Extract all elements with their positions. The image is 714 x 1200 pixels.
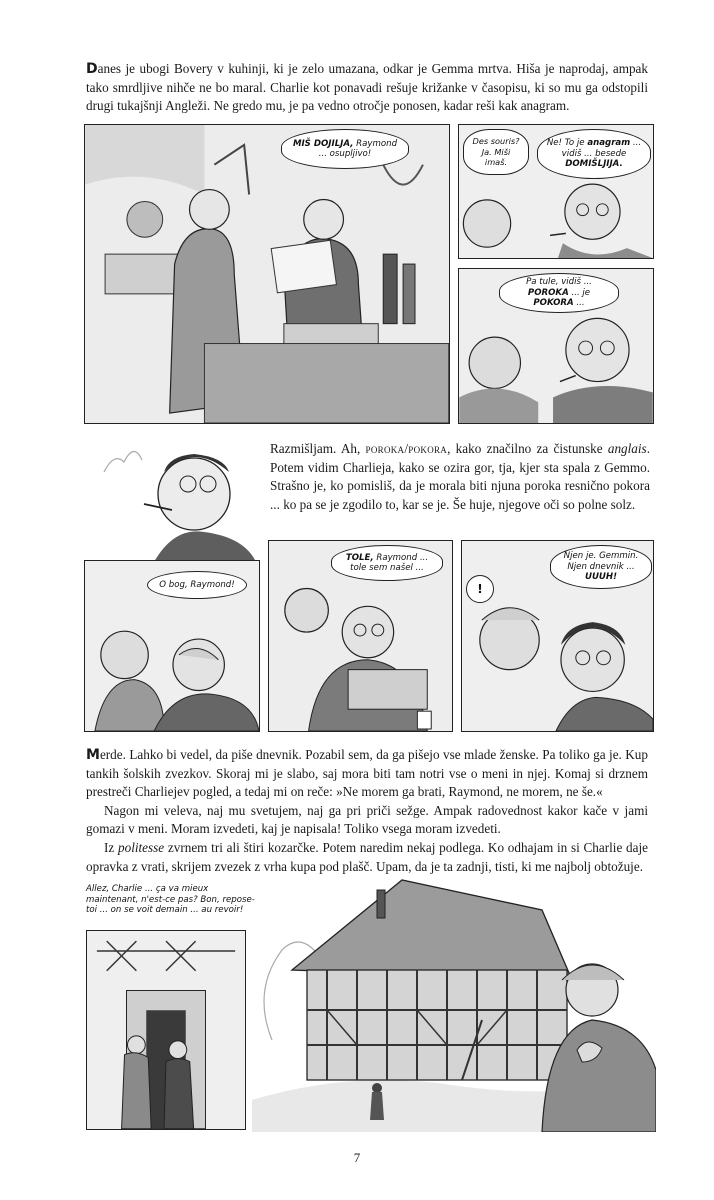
drop-cap: M	[86, 747, 100, 763]
speech-bubble-dnevnik: Njen je. Gemmin. Njen dnevnik ... UUUH!	[550, 545, 652, 589]
exclamation-mark: !	[477, 581, 483, 596]
drop-cap: D	[86, 61, 98, 77]
exclamation-bubble	[466, 575, 494, 603]
middle-paragraph: Razmišljam. Ah, poroka/pokora, kako značilno za čistunske anglais. Potem vidim Charlieja, kako se ozira gor, tja, kjer sta spala z Gemmo. Strašno je, ko pomisliš, da je morala biti njuna poroka resnično pokora ... ko pa se je zgodilo to, kar se je. Še huje, njegove oči so polne solz.	[270, 441, 650, 512]
bubble-bold-text: MIŠ DOJILJA,	[292, 138, 354, 149]
paragraph-3: Iz politesse zvrnem tri ali štiri kozarčke. Potem naredim nekaj podlega. Ko odhajam in si Charlie daje opravka z vrati, skrijem zvezek z vrha kupa pod plašč. Upam, da je ta zadnji, tisti, ki me najbolj obtožuje.	[86, 839, 649, 874]
farewell-caption: Allez, Charlie ... ça va mieux maintenant, n'est-ce pas? Bon, repose-toi ... on se voit demain ... au revoir!	[86, 884, 255, 916]
lower-paragraphs	[86, 746, 648, 876]
bubble-text: Raymond ... osupljivo!	[318, 138, 398, 159]
paragraph-2: Nagon mi veleva, naj mu svetujem, naj ga pri priči sežge. Ampak radovednost kakor kače v jami gomazi v meni. Moram izvedeti, kaj je napisala! Toliko vsega moram izvedeti.	[86, 802, 648, 837]
charlie-smoking-illustration	[84, 432, 256, 562]
page-number: 7	[353, 1150, 361, 1165]
kitchen-illustration	[85, 125, 449, 423]
speech-bubble-obog	[147, 571, 247, 599]
speech-bubble-poroka: Pa tule, vidiš ... POROKA ... je POKORA ...	[499, 273, 619, 313]
speech-bubble-anagram: Ne! To je anagram ... vidiš ... besede DOMIŠLJIJA.	[537, 129, 651, 179]
panel-obog	[84, 560, 260, 732]
panel-anagram	[458, 124, 654, 259]
panel-charlie-smoking	[84, 432, 256, 562]
anagram-smallcaps: poroka/pokora	[365, 441, 448, 456]
panel-farmhouse	[252, 870, 656, 1132]
intro-text: anes je ubogi Bovery v kuhinji, ki je zelo umazana, odkar je Gemma mrtva. Hiša je naprodaj, ampak tako smrdljive nihče ne bo maral. Charlie kot ponavadi rešuje križanke v časopisu, ki so mu ga odstopili drugi tukajšnji Angleži. Ne gredo mu, je pa vedno otročje ponosen, kadar reši kak anagram.	[86, 61, 648, 114]
speech-bubble-kitchen	[281, 129, 409, 169]
intro-paragraph	[86, 60, 648, 116]
panel-dnevnik	[461, 540, 654, 732]
farmhouse-illustration	[252, 870, 656, 1132]
doorway-illustration	[87, 931, 245, 1129]
speech-bubble-souris	[463, 129, 529, 175]
panel-poroka	[458, 268, 654, 424]
bubble-text: O bog, Raymond!	[159, 579, 235, 590]
speech-bubble-tole: TOLE, Raymond ... tole sem našel ...	[331, 545, 443, 581]
panel-doorway	[86, 930, 246, 1130]
panel-tole	[268, 540, 453, 732]
bubble-text: Des souris? Ja. Miši imaš.	[472, 136, 520, 168]
paragraph-1: erde. Lahko bi vedel, da piše dnevnik. Pozabil sem, da ga pišejo vse mlade ženske. Pa toliko ga je. Kup tankih šolskih zvezkov. Skoraj mi je slabo, saj mora biti tam notri vse o meni in njej. Komaj si drznem prestreči Charliejev pogled, a tedaj mi on reče: »Ne morem ga brati, Raymond, ne morem, ne še.«	[86, 747, 648, 800]
panel-kitchen	[84, 124, 450, 424]
